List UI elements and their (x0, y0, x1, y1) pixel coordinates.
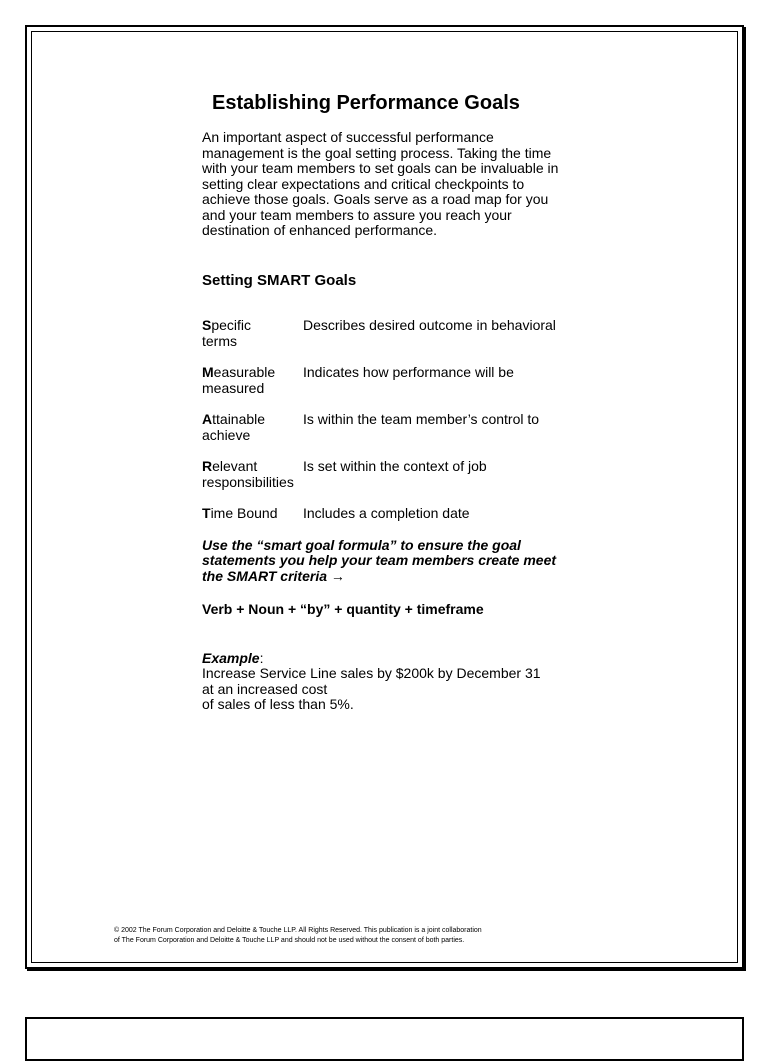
smart-item-relevant (202, 459, 562, 490)
smart-term-initial: T (202, 505, 211, 521)
formula-instruction: Use the “smart goal formula” to ensure the goal statements you help your team members create meet the SMART criteria → (202, 536, 557, 584)
smart-term-initial: S (202, 317, 212, 333)
smart-item-measurable (202, 365, 562, 396)
smart-term-rest: easurable (213, 364, 276, 380)
page-title: Establishing Performance Goals (212, 92, 520, 114)
example-line: of sales of less than 5%. (202, 696, 354, 712)
smart-item-attainable (202, 412, 562, 443)
example-heading (202, 651, 582, 667)
example-block (202, 651, 582, 713)
footer-line: of The Forum Corporation and Deloitte & Touche LLP and should not be used without the consent of both parties. (114, 936, 465, 944)
smart-term (202, 318, 303, 334)
smart-term-initial: A (202, 411, 213, 427)
footer-line: © 2002 The Forum Corporation and Deloitte & Touche LLP. All Rights Reserved. This publication is a joint collaboration (114, 927, 482, 934)
smart-item-time-bound (202, 506, 562, 522)
smart-term (202, 365, 303, 381)
copyright-footer (114, 926, 674, 945)
smart-term-initial: R (202, 458, 213, 474)
smart-item-specific (202, 318, 562, 349)
smart-criteria-list (202, 318, 582, 522)
example-line: Increase Service Line sales by $200k by December 31 (202, 665, 541, 681)
smart-description: Is set within the context of job responsibilities (202, 458, 487, 490)
intro-paragraph: An important aspect of successful performance management is the goal setting process. Taking the time with your team members to set goals can be invaluable in setting clear expectations and critical checkpoints to achieve those goals. Goals serve as a road map for you and your team members to assure you reach your destination of enhanced performance. (202, 129, 559, 238)
smart-term-rest: pecific (211, 317, 252, 333)
smart-description: Indicates how performance will be measured (202, 364, 514, 396)
section-heading: Setting SMART Goals (202, 271, 357, 289)
smart-description: Describes desired outcome in behavioral terms (202, 317, 556, 349)
smart-term-initial: M (202, 364, 214, 380)
smart-term (202, 412, 303, 428)
example-label: Example (202, 649, 260, 666)
page-content (202, 90, 582, 713)
smart-term-rest: ime Bound (210, 505, 278, 521)
smart-description: Is within the team member’s control to achieve (202, 411, 540, 443)
example-line: at an increased cost (202, 680, 328, 697)
smart-goal-formula: Verb + Noun + “by” + quantity + timeframe (202, 601, 484, 617)
smart-description: Includes a completion date (303, 505, 470, 521)
example-colon: : (259, 649, 264, 666)
smart-term-rest: elevant (212, 458, 258, 474)
smart-term (202, 459, 303, 475)
smart-term (202, 506, 303, 522)
smart-term-rest: ttainable (212, 411, 266, 427)
